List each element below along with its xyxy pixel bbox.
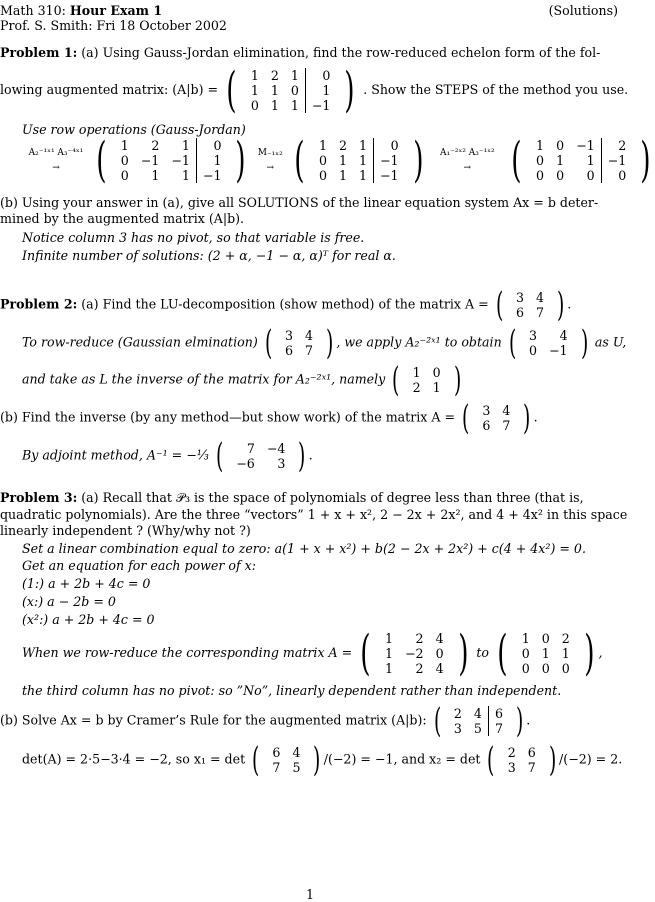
matrix-cell: −4	[266, 441, 286, 456]
matrix-cell: 1	[384, 631, 393, 646]
matrix-cell: 1	[305, 83, 336, 98]
p3-a-text3: linearly independent ? (Why/why not ?)	[0, 523, 251, 538]
matrix-cell: 4	[305, 328, 314, 343]
matrix-cell: 1	[541, 646, 550, 661]
matrix-cell: −1	[305, 98, 336, 113]
matrix-cell: 2	[415, 661, 424, 676]
p2-ans1: To row-reduce (Gaussian elmination) ( 3 4 6 7 ) , we apply A₂⁻²ˣ¹ to obtain ( 3 4 0 −1 ) as U,	[22, 322, 627, 363]
matrix-cell: 2	[561, 631, 570, 646]
p2-matrix-U	[523, 328, 574, 358]
matrix-cell: 3	[515, 290, 524, 305]
matrix-cell: 6	[482, 418, 491, 433]
matrix-cell: 0	[541, 631, 550, 646]
matrix-cell: −1	[196, 168, 227, 183]
p1-b-text1: (b) Using your answer in (a), give all SOLUTIONS of the linear equation system Ax = b deter-	[0, 195, 599, 210]
matrix-cell: 7	[502, 418, 511, 433]
matrix-cell: 6	[515, 305, 524, 320]
matrix-cell: 4	[435, 661, 444, 676]
matrix-cell: 6	[527, 745, 536, 760]
matrix-cell: 1	[358, 138, 367, 153]
matrix-cell: 0	[318, 168, 327, 183]
p3-matrix-R	[516, 631, 576, 676]
matrix-cell: 1	[318, 138, 327, 153]
matrix-cell: 0	[196, 138, 227, 153]
matrix-cell: 0	[432, 365, 441, 380]
p1-a-line1	[0, 45, 600, 60]
matrix-cell: 4	[435, 631, 444, 646]
matrix-cell: 0	[521, 646, 530, 661]
course-name: Math 310:	[0, 3, 70, 18]
p3-matrix-B	[448, 706, 509, 736]
p2-label: Problem 2:	[0, 296, 78, 312]
matrix-cell: 7	[535, 305, 544, 320]
matrix-cell: 0	[536, 153, 545, 168]
matrix-cell: −1	[374, 153, 405, 168]
p3-eq3: (x²:) a + 2b + 4c = 0	[22, 612, 155, 627]
matrix-cell: 3	[482, 403, 491, 418]
matrix-cell: 1	[181, 168, 190, 183]
matrix-cell: 7	[272, 760, 281, 775]
paren-left: (	[226, 62, 237, 118]
matrix-cell: 1	[120, 138, 129, 153]
p2-ans3a: By adjoint method, A⁻¹ = −⅓	[22, 447, 209, 463]
matrix-cell: 4	[473, 706, 482, 721]
p1-ans-intro: Use row operations (Gauss-Jordan)	[22, 122, 246, 137]
matrix-cell: 1	[290, 98, 299, 113]
p2-matrix-L	[407, 365, 447, 395]
matrix-cell: 2	[338, 138, 347, 153]
p2-matrix-A3	[476, 403, 516, 433]
matrix-cell: 6	[285, 343, 294, 358]
matrix-cell: 2	[415, 631, 424, 646]
p1-a-text1: (a) Using Gauss-Jordan elimination, find the row-reduced echelon form of the fol-	[81, 45, 601, 60]
matrix-cell: 1	[358, 153, 367, 168]
matrix-cell: 1	[196, 153, 227, 168]
p2-ans1a: To row-reduce (Gaussian elmination)	[22, 334, 258, 350]
p2-ans1b: , we apply A₂⁻²ˣ¹ to obtain	[336, 334, 502, 350]
matrix-cell: 1	[561, 646, 570, 661]
matrix-cell: −1	[576, 138, 595, 153]
matrix-cell: 2	[507, 745, 516, 760]
matrix-cell: 3	[528, 328, 537, 343]
matrix-cell: 1	[270, 83, 279, 98]
p3-ans3b: to	[476, 645, 489, 660]
matrix-cell: 3	[507, 760, 516, 775]
matrix-cell: 1	[432, 380, 441, 395]
p1-matrix-2	[313, 138, 405, 183]
matrix-cell: −1	[140, 153, 160, 168]
p1-b-ans1: Notice column 3 has no pivot, so that variable is free.	[22, 230, 365, 245]
matrix-cell: 7	[305, 343, 314, 358]
matrix-cell: 0	[528, 343, 537, 358]
matrix-cell: −2	[404, 646, 424, 661]
p3-a-text1: (a) Recall that 𝒫₃ is the space of polynomials of degree less than three (that is,	[81, 490, 584, 505]
p2-ans2: and take as L the inverse of the matrix for A₂⁻²ˣ¹, namely ( 1 0 2 1 )	[22, 359, 461, 400]
matrix-cell: 0	[561, 661, 570, 676]
matrix-cell: 1	[384, 661, 393, 676]
p3-det-c: /(−2) = 2.	[559, 751, 623, 767]
matrix-cell: 5	[473, 721, 482, 736]
p2-b-text: (b) Find the inverse (by any method—but show work) of the matrix A =	[0, 409, 456, 425]
matrix-cell: 0	[250, 98, 259, 113]
matrix-cell: 0	[586, 168, 595, 183]
matrix-cell: 1	[250, 68, 259, 83]
matrix-cell: 1	[338, 168, 347, 183]
matrix-cell: 2	[453, 706, 462, 721]
matrix-cell: 6	[488, 706, 509, 721]
matrix-cell: 0	[435, 646, 444, 661]
matrix-cell: 3	[277, 456, 286, 471]
p3-ans2: Get an equation for each power of x:	[22, 558, 257, 573]
matrix-cell: 0	[120, 168, 129, 183]
p3-ans3a: When we row-reduce the corresponding matrix A =	[22, 645, 353, 660]
p2-ans3: By adjoint method, A⁻¹ = −⅓ ( 7 −4 −6 3 ) .	[22, 435, 313, 476]
p2-a-text: (a) Find the LU-decomposition (show method) of the matrix A =	[81, 296, 489, 312]
exam-name: Hour Exam 1	[69, 3, 163, 18]
p2-matrix-A2	[279, 328, 319, 358]
matrix-cell: 1	[338, 153, 347, 168]
matrix-cell: 0	[374, 138, 405, 153]
matrix-cell: 0	[601, 168, 632, 183]
matrix-cell: 0	[536, 168, 545, 183]
matrix-cell: 4	[559, 328, 568, 343]
matrix-cell: −1	[601, 153, 632, 168]
matrix-cell: 1	[181, 138, 190, 153]
matrix-cell: 7	[246, 441, 255, 456]
p3-det-line: det(A) = 2·5−3·4 = −2, so x₁ = det ( 6 4 7 5 ) /(−2) = −1, and x₂ = det ( 2 6 3 7 ) /(−2) = 2.	[22, 739, 623, 780]
matrix-cell: 0	[541, 661, 550, 676]
matrix-cell: 2	[601, 138, 632, 153]
matrix-cell: 1	[250, 83, 259, 98]
exam-title	[0, 3, 162, 18]
matrix-cell: 4	[502, 403, 511, 418]
matrix-cell: 4	[535, 290, 544, 305]
matrix-cell: 0	[318, 153, 327, 168]
matrix-cell: 0	[556, 138, 565, 153]
matrix-cell: 1	[521, 631, 530, 646]
p3-ans3: When we row-reduce the corresponding matrix A = ( 1 2 4 1 −2 0 1 2 4 ) to ( 1 0 2 0 1 1 0 0 0 ) ,	[22, 625, 603, 681]
p1-a-text2b: . Show the STEPS of the method you use.	[363, 82, 629, 97]
p2-b-line: (b) Find the inverse (by any method—but show work) of the matrix A = ( 3 4 6 7 ) .	[0, 397, 538, 438]
matrix-cell: 1	[556, 153, 565, 168]
solutions-label: (Solutions)	[548, 3, 618, 18]
author-line: Prof. S. Smith: Fri 18 October 2002	[0, 18, 227, 33]
matrix-cell: 0	[305, 68, 336, 83]
matrix-cell: −1	[171, 153, 190, 168]
p3-a-line1	[0, 490, 584, 505]
p3-ans4: the third column has no pivot: so ”No”, linearly dependent rather than independent.	[22, 683, 562, 698]
matrix-cell: 7	[488, 721, 509, 736]
p3-b-text: (b) Solve Ax = b by Cramer’s Rule for the augmented matrix (A|b):	[0, 712, 427, 728]
p1-a-line2	[0, 62, 629, 118]
p3-label: Problem 3:	[0, 490, 78, 505]
matrix-cell: 0	[521, 661, 530, 676]
matrix-cell: 0	[556, 168, 565, 183]
matrix-cell: 0	[290, 83, 299, 98]
p1-label: Problem 1:	[0, 45, 78, 60]
matrix-cell: 1	[358, 168, 367, 183]
matrix-cell: 2	[412, 380, 421, 395]
matrix-cell: 4	[292, 745, 301, 760]
p2-matrix-inv	[230, 441, 291, 471]
matrix-cell: 2	[151, 138, 160, 153]
p2-ans2-text: and take as L the inverse of the matrix for A₂⁻²ˣ¹, namely	[22, 371, 386, 387]
matrix-cell: −6	[236, 456, 255, 471]
p1-a-text2a: lowing augmented matrix: (A|b) =	[0, 82, 219, 97]
p3-matrix-A	[379, 631, 450, 676]
p3-a-text2: quadratic polynomials). Are the three “vectors” 1 + x + x², 2 − 2x + 2x², and 4 + 4x² in this space	[0, 507, 628, 522]
matrix-cell: 1	[290, 68, 299, 83]
p3-matrix-x2	[502, 745, 542, 775]
matrix-cell: 3	[285, 328, 294, 343]
matrix-cell: 1	[536, 138, 545, 153]
p1-op3: A₁⁻²ˣ² A₃⁻¹ˣ² →	[439, 147, 495, 173]
p1-row-ops: A₂⁻¹ˣ¹ A₃⁻⁴ˣ¹ → ( 1 2 1 0 0 −1 −1 1 0 1 1 −1 ) M₋₁ₓ₂ → ( 1 2 1 0 0 1 1 −1 0 1 1 −1 ) A₁⁻²ˣ² A₃⁻¹ˣ² → ( 1 0 −1 2 0 1 1 −1 0 0 0 0 )	[20, 138, 655, 183]
matrix-cell: 3	[453, 721, 462, 736]
p2-a-line: Problem 2: (a) Find the LU-decomposition (show method) of the matrix A = ( 3 4 6 7 ) .	[0, 284, 572, 325]
p3-eq2: (x:) a − 2b = 0	[22, 594, 116, 609]
matrix-cell: 5	[292, 760, 301, 775]
matrix-cell: 6	[272, 745, 281, 760]
paren-right: )	[344, 62, 355, 118]
matrix-cell: 1	[384, 646, 393, 661]
p3-det-b: /(−2) = −1, and x₂ = det	[323, 751, 481, 767]
matrix-cell: 1	[586, 153, 595, 168]
p2-ans1c: as U,	[594, 334, 627, 350]
page-number: 1	[305, 887, 314, 902]
matrix-cell: 1	[412, 365, 421, 380]
p1-matrix-3	[530, 138, 632, 183]
p1-op2: M₋₁ₓ₂ →	[257, 147, 283, 173]
p1-b-text2: mined by the augmented matrix (A|b).	[0, 211, 245, 226]
matrix-cell: −1	[374, 168, 405, 183]
matrix-cell: 7	[527, 760, 536, 775]
matrix-cell: 0	[120, 153, 129, 168]
matrix-cell: 1	[151, 168, 160, 183]
p3-matrix-x1	[266, 745, 306, 775]
matrix-cell: −1	[549, 343, 568, 358]
p3-b-line: (b) Solve Ax = b by Cramer’s Rule for the augmented matrix (A|b): ( 2 4 6 3 5 7 ) .	[0, 700, 531, 741]
p1-matrix-0	[245, 68, 337, 113]
p3-eq1: (1:) a + 2b + 4c = 0	[22, 576, 151, 591]
p3-det-a: det(A) = 2·5−3·4 = −2, so x₁ = det	[22, 751, 246, 767]
p1-matrix-1	[115, 138, 228, 183]
p1-b-ans2: Infinite number of solutions: (2 + α, −1 − α, α)ᵀ for real α.	[22, 248, 396, 263]
p2-matrix-A	[510, 290, 550, 320]
p1-op1: A₂⁻¹ˣ¹ A₃⁻⁴ˣ¹ →	[28, 147, 84, 173]
p3-ans1: Set a linear combination equal to zero: a(1 + x + x²) + b(2 − 2x + 2x²) + c(4 + 4x²) = 0.	[22, 541, 586, 556]
matrix-cell: 2	[270, 68, 279, 83]
matrix-cell: 1	[270, 98, 279, 113]
